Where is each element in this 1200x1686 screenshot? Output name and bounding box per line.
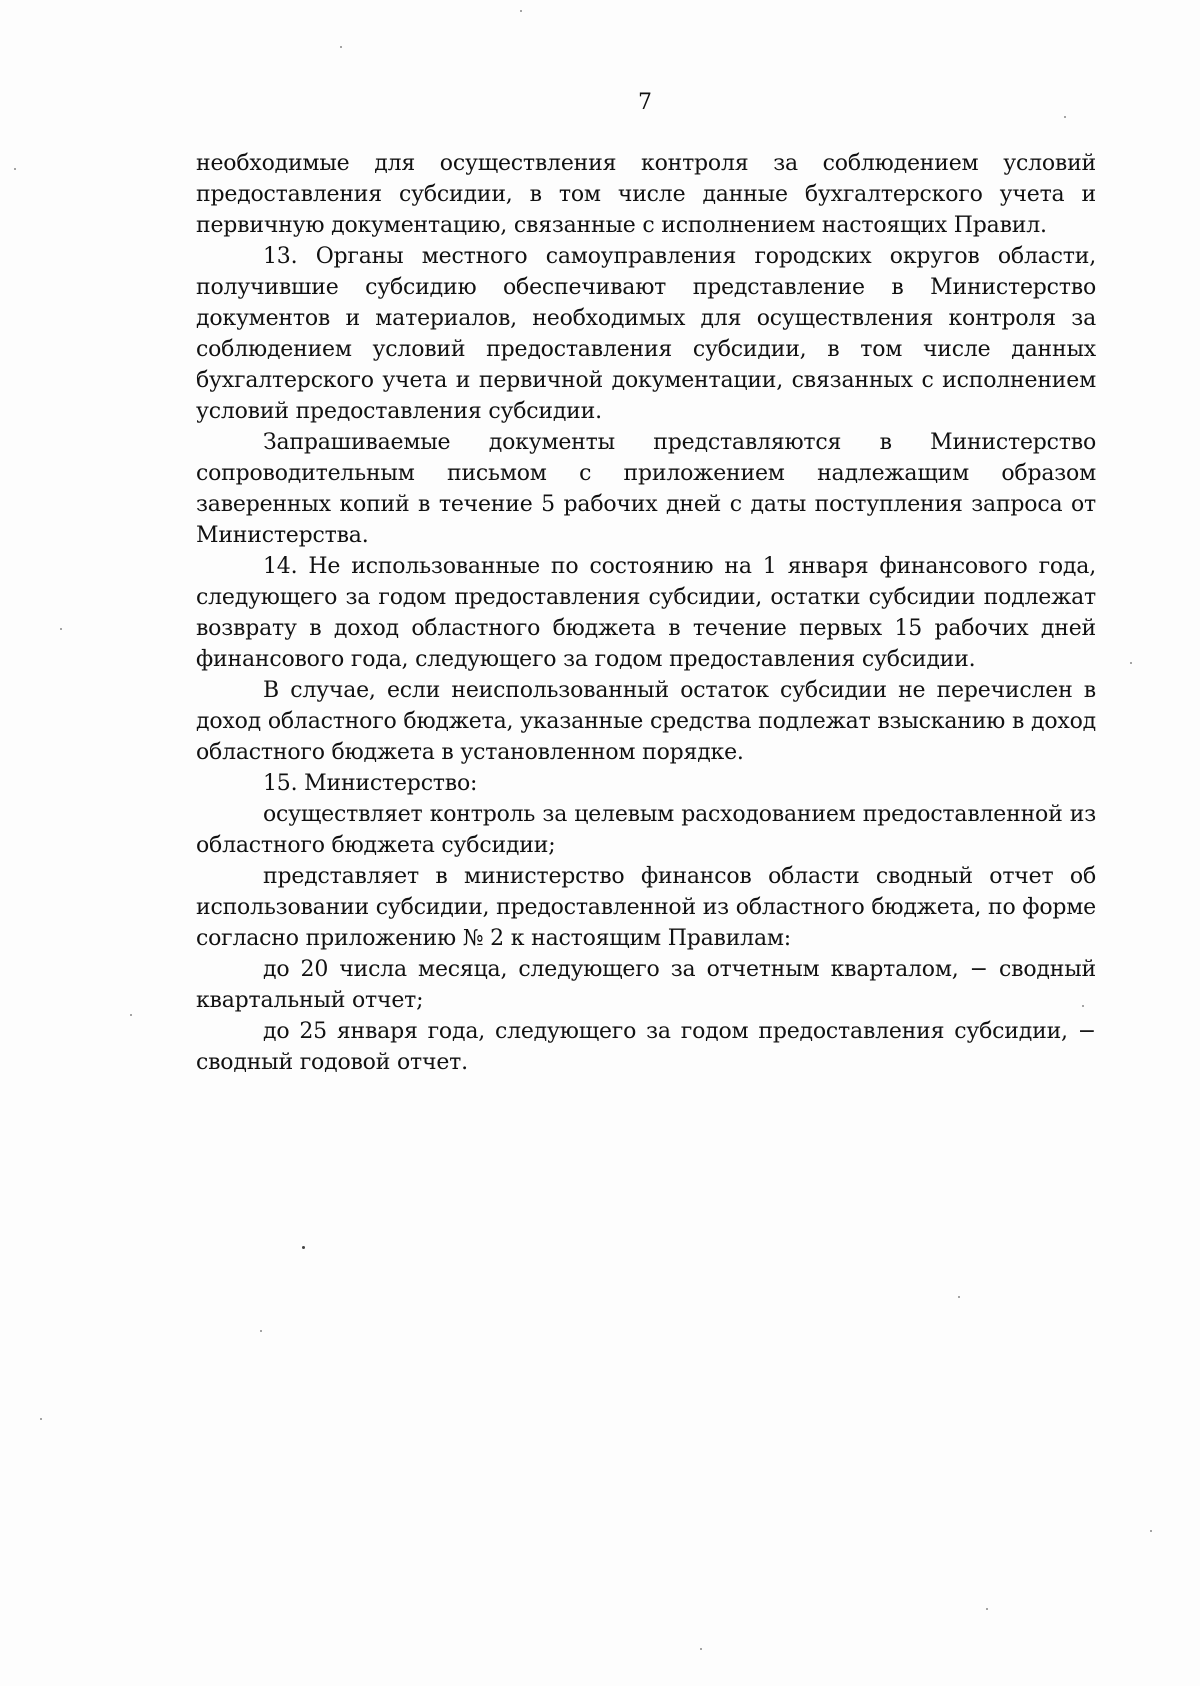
paragraph-control: осуществляет контроль за целевым расходованием предоставленной из областного бюджета субсидии; — [196, 802, 1096, 858]
scan-speck — [40, 1418, 42, 1420]
scan-speck — [958, 1296, 960, 1298]
paragraph-report: представляет в министерство финансов области сводный отчет об использовании субсидии, предоставленной из областного бюджета, по форме согласно приложению № 2 к настоящим Правилам: — [196, 864, 1096, 951]
scan-speck — [1064, 116, 1066, 118]
scan-speck — [700, 1648, 702, 1650]
paragraph-requested-documents: Запрашиваемые документы представляются в Министерство сопроводительным письмом с приложением надлежащим образом заверенных копий в течение 5 рабочих дней с даты поступления запроса от Министерства. — [196, 430, 1096, 548]
scan-speck — [1150, 1530, 1152, 1532]
paragraph-annual-report: до 25 января года, следующего за годом предоставления субсидии, − сводный годовой отчет. — [196, 1019, 1096, 1075]
scan-speck — [1130, 662, 1132, 664]
scan-speck — [60, 628, 62, 630]
scan-speck — [302, 1246, 305, 1249]
document-body — [196, 148, 1096, 1078]
paragraph-item-13: 13. Органы местного самоуправления городских округов области, получившие субсидию обеспечивают представление в Министерство документов и материалов, необходимых для осуществления контроля за соблюдением условий предоставления субсидии, в том числе данных бухгалтерского учета и первичной документации, связанных с исполнением условий предоставления субсидии. — [196, 244, 1096, 424]
scan-speck — [260, 1330, 262, 1332]
scan-speck — [130, 1014, 132, 1016]
paragraph-item-14: 14. Не использованные по состоянию на 1 января финансового года, следующего за годом предоставления субсидии, остатки субсидии подлежат возврату в доход областного бюджета в течение первых 15 рабочих дней финансового года, следующего за годом предоставления субсидии. — [196, 554, 1096, 672]
scan-speck — [520, 10, 522, 12]
scan-speck — [986, 1608, 988, 1610]
scan-speck — [14, 168, 16, 170]
page-number: 7 — [638, 90, 652, 115]
paragraph-unused-balance: В случае, если неиспользованный остаток субсидии не перечислен в доход областного бюджета, указанные средства подлежат взысканию в доход областного бюджета в установленном порядке. — [196, 678, 1096, 765]
scan-speck — [340, 46, 342, 48]
paragraph-item-15: 15. Министерство: — [263, 771, 478, 796]
paragraph-quarterly-report: до 20 числа месяца, следующего за отчетным кварталом, − сводный квартальный отчет; — [196, 957, 1096, 1013]
scan-speck — [1082, 1005, 1084, 1007]
paragraph-continuation: необходимые для осуществления контроля за соблюдением условий предоставления субсидии, в том числе данные бухгалтерского учета и первичную документацию, связанные с исполнением настоящих Правил. — [196, 151, 1096, 238]
